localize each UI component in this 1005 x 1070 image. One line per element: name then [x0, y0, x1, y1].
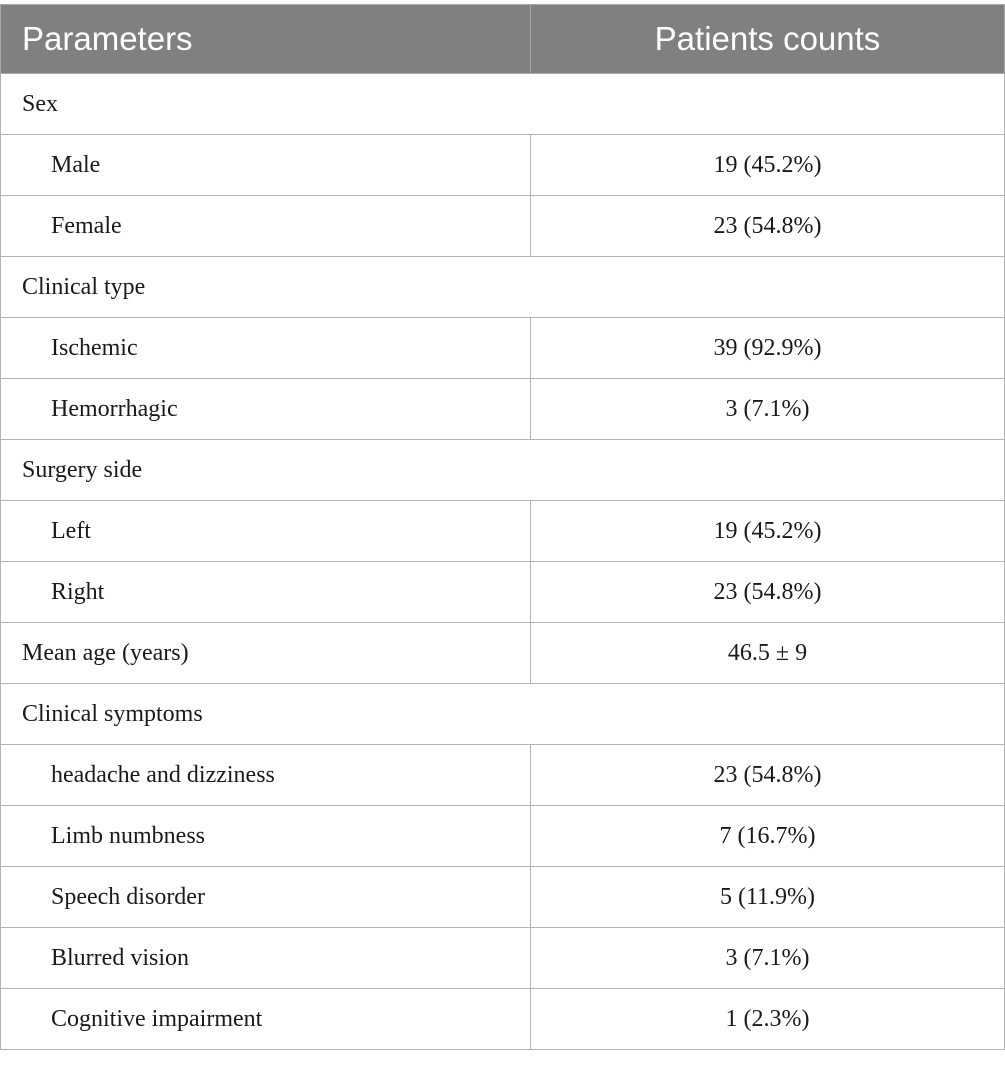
row-value: 39 (92.9%) — [531, 318, 1005, 379]
row-label: Cognitive impairment — [1, 989, 531, 1050]
row-label: Mean age (years) — [1, 623, 531, 684]
table-row — [1, 135, 1005, 196]
table-row — [1, 562, 1005, 623]
row-label: Male — [1, 135, 531, 196]
table-row — [1, 318, 1005, 379]
row-label: Limb numbness — [1, 806, 531, 867]
table-row — [1, 867, 1005, 928]
table-row — [1, 196, 1005, 257]
row-value: 3 (7.1%) — [531, 379, 1005, 440]
group-label: Clinical type — [1, 257, 1005, 318]
table-row — [1, 623, 1005, 684]
row-label: Right — [1, 562, 531, 623]
table-row — [1, 501, 1005, 562]
row-value: 5 (11.9%) — [531, 867, 1005, 928]
group-label: Clinical symptoms — [1, 684, 1005, 745]
table-row — [1, 379, 1005, 440]
table-header — [1, 5, 1005, 74]
header-patients-counts: Patients counts — [531, 5, 1005, 74]
table-row — [1, 745, 1005, 806]
group-label: Sex — [1, 74, 1005, 135]
table-group-row — [1, 684, 1005, 745]
row-value: 23 (54.8%) — [531, 562, 1005, 623]
group-label: Surgery side — [1, 440, 1005, 501]
row-label: Ischemic — [1, 318, 531, 379]
patient-parameters-table — [0, 4, 1005, 1050]
table-row — [1, 928, 1005, 989]
row-value: 23 (54.8%) — [531, 196, 1005, 257]
row-value: 1 (2.3%) — [531, 989, 1005, 1050]
row-value: 7 (16.7%) — [531, 806, 1005, 867]
table-group-row — [1, 440, 1005, 501]
row-value: 46.5 ± 9 — [531, 623, 1005, 684]
row-value: 19 (45.2%) — [531, 135, 1005, 196]
table-group-row — [1, 74, 1005, 135]
table-group-row — [1, 257, 1005, 318]
row-label: Left — [1, 501, 531, 562]
row-label: Female — [1, 196, 531, 257]
row-label: headache and dizziness — [1, 745, 531, 806]
row-label: Blurred vision — [1, 928, 531, 989]
row-label: Hemorrhagic — [1, 379, 531, 440]
row-value: 23 (54.8%) — [531, 745, 1005, 806]
table-row — [1, 989, 1005, 1050]
header-row — [1, 5, 1005, 74]
table-body — [1, 74, 1005, 1050]
row-value: 19 (45.2%) — [531, 501, 1005, 562]
row-value: 3 (7.1%) — [531, 928, 1005, 989]
table-row — [1, 806, 1005, 867]
row-label: Speech disorder — [1, 867, 531, 928]
header-parameters: Parameters — [1, 5, 531, 74]
